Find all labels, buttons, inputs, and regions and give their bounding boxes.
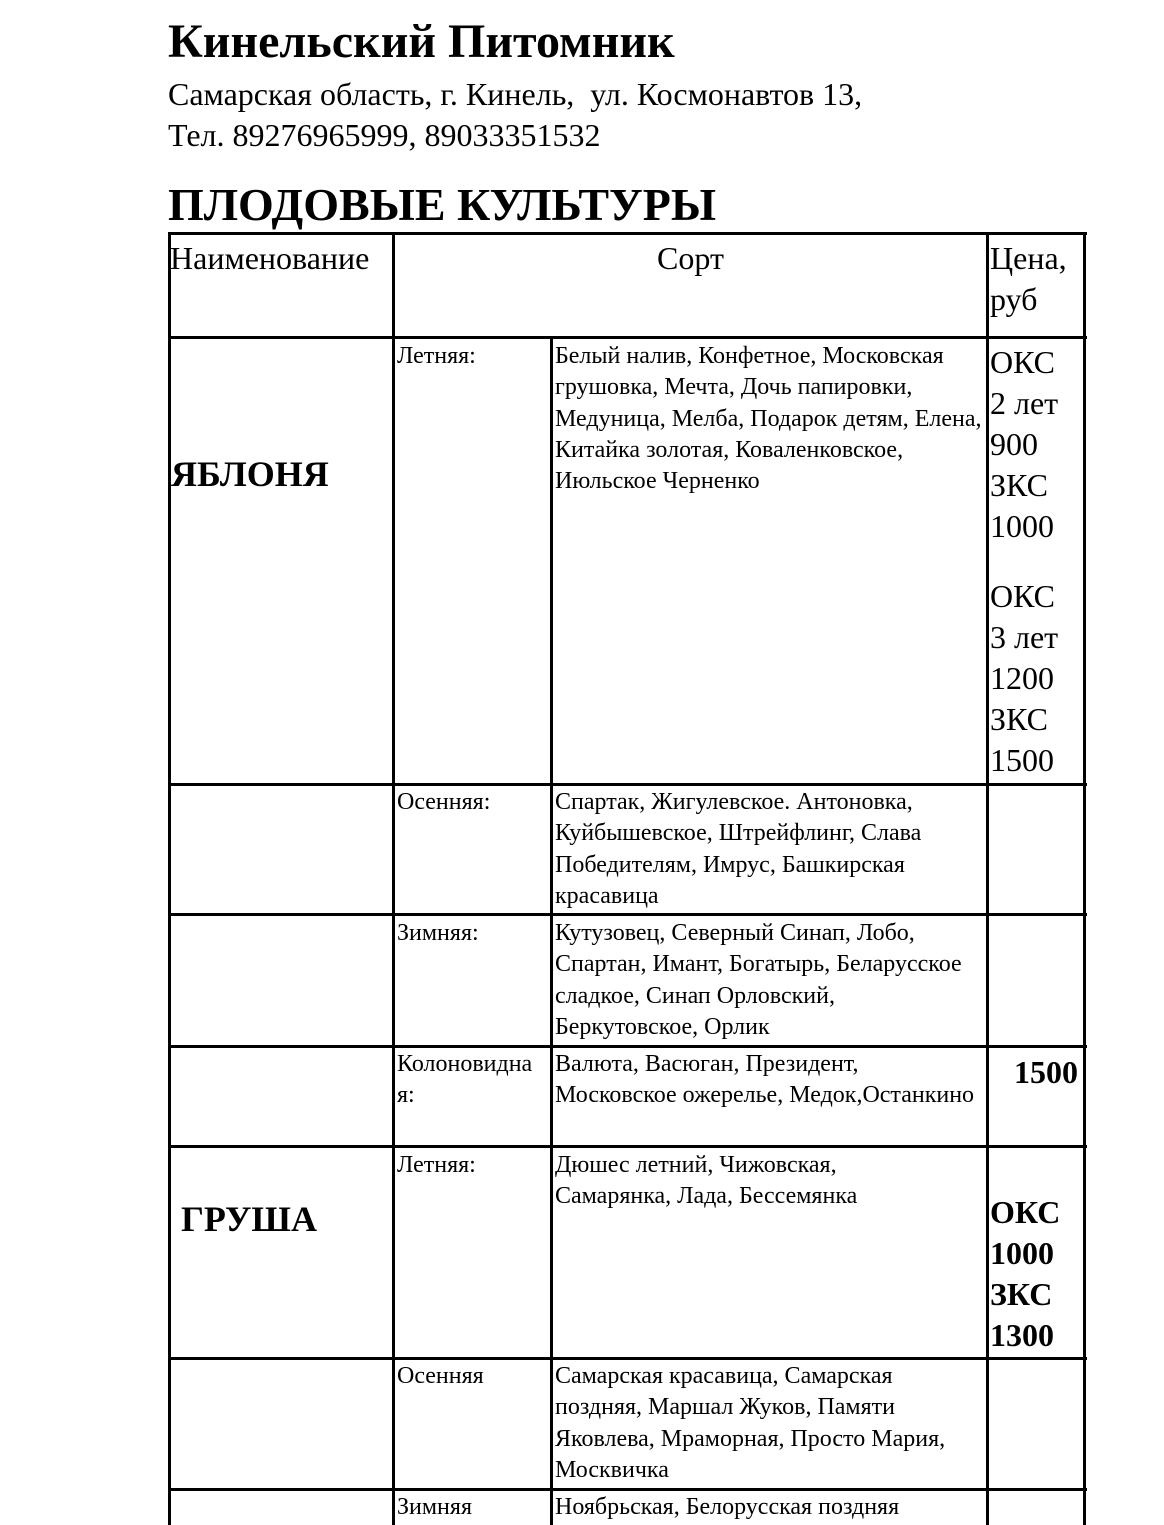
header-price (990, 238, 1084, 320)
variety-list: Белый налив, Конфетное, Московская грушовка, Мечта, Дочь папировки, Медуница, Мелба, Подарок детям, Елена, Китайка золотая, Коваленковское, Июльское Черненко (555, 343, 982, 495)
price-line: 900 (990, 426, 1038, 462)
price-line: ОКС (990, 578, 1055, 614)
season-label: Осенняя: (397, 789, 491, 815)
table-border (168, 913, 1087, 916)
price-line: 3 лет (990, 619, 1059, 655)
variety-list: Дюшес летний, Чижовская, Самарянка, Лада, Бессемянка (555, 1152, 858, 1210)
table-border (550, 336, 553, 1525)
season-label: Осенняя (397, 1363, 484, 1389)
price-line: 1000 (990, 1235, 1054, 1271)
fruit-name-pear: ГРУША (181, 1199, 317, 1239)
variety-list: Ноябрьская, Белорусская поздняя (555, 1494, 900, 1520)
variety-list: Спартак, Жигулевское. Антоновка, Куйбышевское, Штрейфлинг, Слава Победителям, Имрус, Башкирская красавица (555, 789, 922, 909)
price-line: ЗКС (990, 1276, 1053, 1312)
price-line: 1300 (990, 1317, 1054, 1353)
phone-line: Тел. 89276965999, 89033351532 (168, 117, 601, 153)
price-line: ОКС (990, 344, 1055, 380)
table-border (168, 783, 1087, 786)
header-price-line2: руб (990, 281, 1038, 317)
variety-list: Самарская красавица, Самарская поздняя, Маршал Жуков, Памяти Яковлева, Мраморная, Просто Мария, Москвичка (555, 1363, 946, 1483)
price-value: 1500 (1014, 1054, 1078, 1090)
table-border (986, 232, 989, 1525)
table-border (168, 1145, 1087, 1148)
price-line: 1200 (990, 660, 1054, 696)
page-title: Кинельский Питомник (168, 15, 675, 68)
price-line: 1500 (990, 742, 1054, 778)
header-variety: Сорт (657, 240, 724, 276)
season-label: Зимняя (397, 1494, 472, 1520)
fruit-name-apple: ЯБЛОНЯ (171, 454, 329, 494)
table-border (168, 1488, 1087, 1491)
table-border (168, 232, 1087, 235)
season-label: Летняя: (397, 1152, 476, 1178)
table-border (168, 232, 171, 1525)
price-line: ЗКС (990, 467, 1048, 503)
section-title: ПЛОДОВЫЕ КУЛЬТУРЫ (168, 179, 717, 230)
table-border (168, 336, 1087, 339)
price-block (990, 342, 1084, 547)
table-border (168, 1357, 1087, 1360)
price-line: 2 лет (990, 385, 1059, 421)
variety-list: Валюта, Васюган, Президент, Московское ожерелье, Медок,Останкино (555, 1051, 975, 1109)
price-line: ЗКС (990, 701, 1048, 737)
address-block (168, 74, 862, 156)
price-line: 1000 (990, 508, 1054, 544)
season-label: Зимняя: (397, 920, 479, 946)
table-border (392, 232, 395, 1525)
header-name: Наименование (170, 240, 370, 276)
address-line: Самарская область, г. Кинель, ул. Космонавтов 13, (168, 76, 863, 112)
header-price-line1: Цена, (990, 240, 1067, 276)
season-label: Колоновидная: (397, 1051, 533, 1108)
variety-list: Кутузовец, Северный Синап, Лобо, Спартан, Имант, Богатырь, Беларусское сладкое, Синап Орловский, Беркутовское, Орлик (555, 920, 962, 1040)
price-block (990, 576, 1084, 781)
price-line: ОКС (990, 1194, 1061, 1230)
price-block (990, 1192, 1084, 1356)
season-label: Летняя: (397, 343, 476, 369)
table-border (168, 1045, 1087, 1048)
